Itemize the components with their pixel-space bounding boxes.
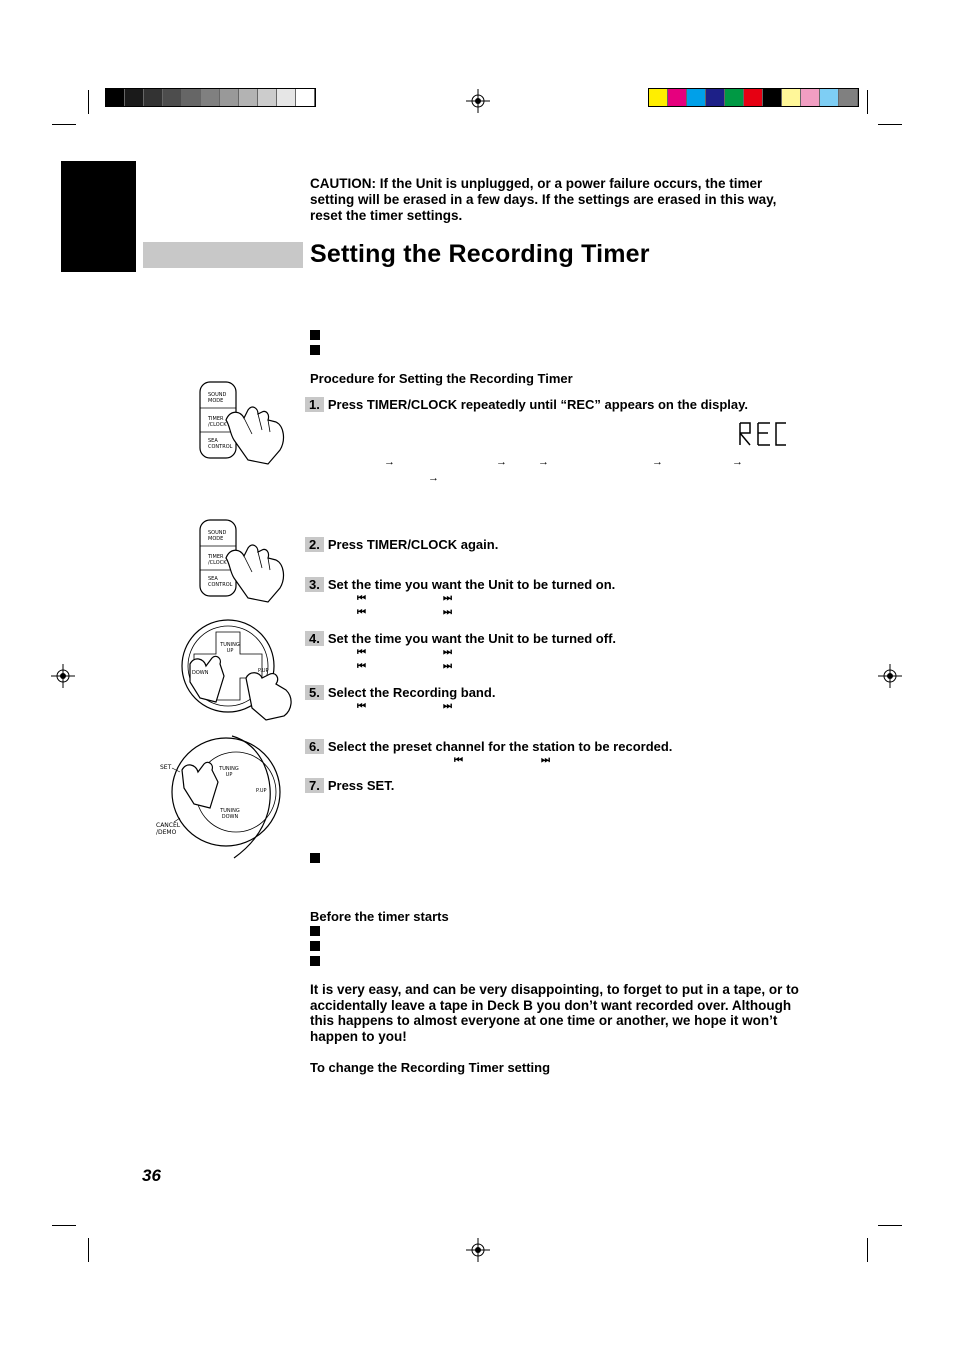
color-swatch (220, 89, 239, 106)
color-swatch (782, 89, 801, 106)
bullet (310, 330, 320, 340)
timer-clock-label: TIMER /CLOCK (208, 554, 227, 566)
registration-target-icon (466, 1238, 490, 1262)
previous-icon: ⏮ (357, 661, 366, 672)
bullet (310, 941, 320, 951)
step-7 (305, 778, 394, 793)
pup-label: P.UP (258, 668, 269, 674)
color-swatch (106, 89, 125, 106)
step-number: 2. (305, 537, 324, 552)
step-number: 1. (305, 397, 324, 412)
procedure-heading: Procedure for Setting the Recording Timer (310, 371, 573, 386)
step-number: 5. (305, 685, 324, 700)
color-swatch (258, 89, 277, 106)
page-title: Setting the Recording Timer (310, 240, 650, 268)
step-3 (305, 577, 615, 592)
next-icon: ⏭ (541, 755, 550, 766)
step-text: Set the time you want the Unit to be turned off. (327, 631, 617, 646)
color-swatch (839, 89, 858, 106)
crop-mark (867, 1238, 868, 1262)
rec-display-icon (738, 421, 788, 447)
color-swatch (144, 89, 163, 106)
color-swatch (296, 89, 315, 106)
sea-control-label: SEA CONTROL (208, 438, 233, 450)
color-swatch (125, 89, 144, 106)
before-timer-heading: Before the timer starts (310, 909, 449, 924)
heading-bar (143, 242, 303, 268)
next-icon: ⏭ (443, 701, 452, 712)
crop-mark (878, 1225, 902, 1226)
sound-mode-label: SOUND MODE (208, 530, 227, 542)
button-panel-illustration (196, 380, 292, 466)
sequence-arrow-icon: → (652, 456, 663, 468)
previous-icon: ⏮ (357, 593, 366, 604)
next-icon: ⏭ (443, 647, 452, 658)
color-swatch (649, 89, 668, 106)
down-label: DOWN (192, 670, 209, 676)
button-panel-illustration (196, 518, 292, 604)
pup-label: P.UP (256, 788, 267, 794)
set-label: SET (160, 764, 172, 771)
step-4 (305, 631, 616, 646)
crop-mark (88, 90, 89, 114)
step-number: 4. (305, 631, 324, 646)
registration-target-icon (878, 664, 902, 688)
previous-icon: ⏮ (357, 607, 366, 618)
caution-note: CAUTION: If the Unit is unplugged, or a power failure occurs, the timer setting will be erased in a few days. If the settings are erased in this way, reset the timer settings. (310, 176, 777, 223)
color-swatch (820, 89, 839, 106)
next-icon: ⏭ (443, 593, 452, 604)
set-dial-illustration (152, 730, 282, 862)
color-swatch (763, 89, 782, 106)
color-swatch (182, 89, 201, 106)
step-number: 3. (305, 577, 324, 592)
color-swatch (668, 89, 687, 106)
color-swatch (239, 89, 258, 106)
step-1 (305, 397, 748, 412)
color-swatch (706, 89, 725, 106)
gray-calibration-bar (105, 88, 316, 107)
sequence-arrow-icon: → (496, 456, 507, 468)
timer-clock-label: TIMER /CLOCK (208, 416, 227, 428)
sea-control-label: SEA CONTROL (208, 576, 233, 588)
color-swatch (277, 89, 296, 106)
previous-icon: ⏮ (357, 647, 366, 658)
page-number: 36 (142, 1166, 161, 1185)
bullet (310, 853, 320, 863)
color-swatch (801, 89, 820, 106)
step-text: Press TIMER/CLOCK repeatedly until “REC” appears on the display. (327, 397, 749, 412)
jog-dial-illustration (166, 618, 300, 722)
bullet (310, 926, 320, 936)
step-text: Press SET. (327, 778, 395, 793)
registration-target-icon (51, 664, 75, 688)
crop-mark (88, 1238, 89, 1262)
step-6 (305, 739, 672, 754)
crop-mark (878, 124, 902, 125)
color-calibration-bar (648, 88, 859, 107)
color-swatch (163, 89, 182, 106)
crop-mark (867, 90, 868, 114)
step-number: 7. (305, 778, 324, 793)
section-tab-block (61, 161, 136, 272)
tuning-up-label: TUNING UP (220, 642, 240, 654)
color-swatch (201, 89, 220, 106)
step-text: Press TIMER/CLOCK again. (327, 537, 499, 552)
crop-mark (52, 1225, 76, 1226)
color-swatch (725, 89, 744, 106)
bullet (310, 956, 320, 966)
set-dial-icon (152, 730, 282, 862)
crop-mark (52, 124, 76, 125)
jog-dial-icon (166, 618, 300, 722)
step-text: Select the preset channel for the station to be recorded. (327, 739, 673, 754)
color-swatch (744, 89, 763, 106)
sequence-arrow-icon: → (732, 456, 743, 468)
sound-mode-label: SOUND MODE (208, 392, 227, 404)
warning-paragraph: It is very easy, and can be very disappointing, to forget to put in a tape, or to accidentally leave a tape in Deck B you don’t want recorded over. Although this happens to almost everyone at one time or another, we hope it won’t happen to you! (310, 982, 799, 1044)
next-icon: ⏭ (443, 661, 452, 672)
registration-target-icon (466, 89, 490, 113)
next-icon: ⏭ (443, 607, 452, 618)
bullet (310, 345, 320, 355)
change-heading: To change the Recording Timer setting (310, 1060, 551, 1075)
step-text: Set the time you want the Unit to be turned on. (327, 577, 616, 592)
previous-icon: ⏮ (454, 755, 463, 766)
sequence-arrow-icon: → (428, 472, 439, 484)
step-text: Select the Recording band. (327, 685, 496, 700)
color-swatch (687, 89, 706, 106)
previous-icon: ⏮ (357, 701, 366, 712)
sequence-arrow-icon: → (384, 456, 395, 468)
tuning-down-label: TUNING DOWN (220, 808, 240, 820)
tuning-up-label: TUNING UP (219, 766, 239, 778)
sequence-arrow-icon: → (538, 456, 549, 468)
cancel-demo-label: CANCEL /DEMO (156, 822, 181, 836)
step-number: 6. (305, 739, 324, 754)
step-2 (305, 537, 498, 552)
step-5 (305, 685, 495, 700)
